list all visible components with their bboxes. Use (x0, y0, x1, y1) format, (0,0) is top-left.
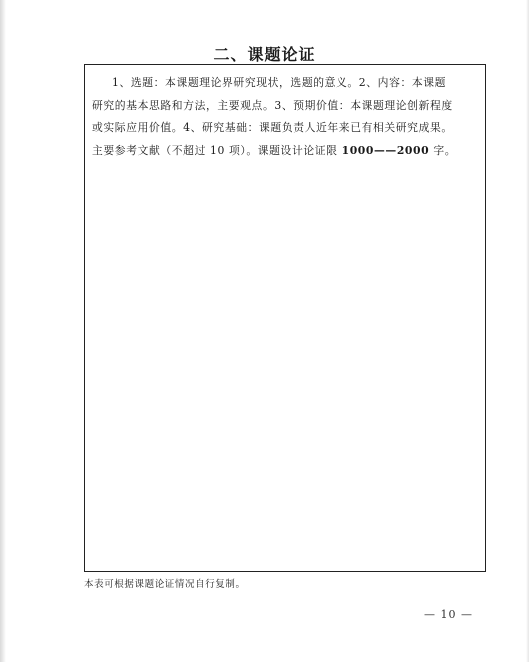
word-limit: 1000——2000 (341, 143, 430, 157)
instructions-text (92, 72, 480, 162)
instructions-line-2: 研究的基本思路和方法，主要观点。3、预期价值：本课题理论创新程度 (92, 98, 453, 112)
page-number: — 10 — (424, 608, 473, 621)
instructions-line-3: 或实际应用价值。4、研究基础：课题负责人近年来已有相关研究成果。 (92, 121, 453, 134)
instructions-line-4-prefix: 主要参考文献（不超过 10 项）。课题设计论证限 (92, 143, 342, 157)
footnote: 本表可根据课题论证情况自行复制。 (84, 579, 246, 590)
section-title: 二、课题论证 (213, 45, 316, 64)
scan-shadow-left (0, 0, 6, 662)
argumentation-form-box (84, 64, 486, 572)
instructions-line-4-suffix: 字。 (429, 143, 457, 157)
instructions-line-1: 1、选题：本课题理论界研究现状，选题的意义。2、内容：本课题 (112, 76, 447, 89)
